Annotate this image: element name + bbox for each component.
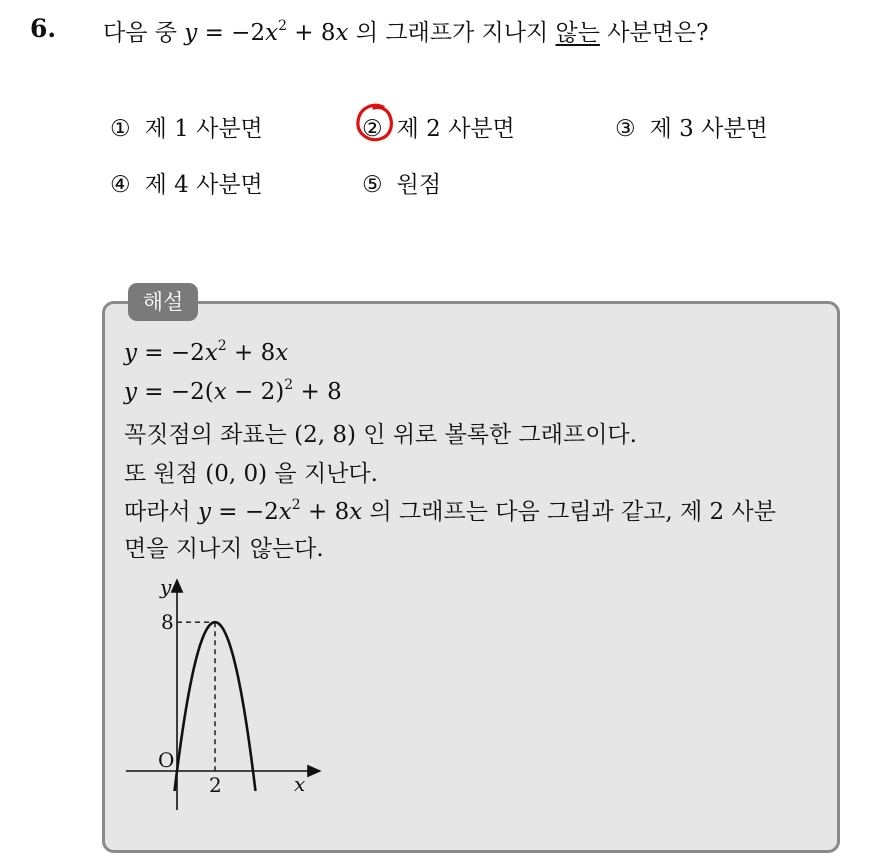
choice-label: 제 4 사분면: [144, 172, 263, 198]
math-exponent: 2: [217, 338, 227, 354]
math-variable: x: [335, 20, 349, 46]
origin-label: O: [158, 748, 175, 772]
math-operator: + 8: [226, 340, 276, 366]
math-variable: x: [275, 340, 289, 366]
choice-5[interactable]: [362, 166, 441, 199]
math-exponent: 2: [278, 18, 287, 34]
solution-text-vertex: 꼭짓점의 좌표는 (2, 8) 인 위로 볼록한 그래프이다.: [124, 422, 637, 448]
choice-label: 원점: [396, 172, 442, 198]
choice-number: ②: [362, 116, 383, 142]
math-operator: + 8: [293, 379, 342, 405]
question-text: [103, 14, 708, 47]
solution-text-part: 의 그래프는 다음 그림과 같고, 제 2 사분: [362, 499, 776, 525]
question-text-part: 의 그래프가 지나지: [348, 20, 556, 46]
math-operator: = −2: [210, 499, 279, 525]
question-number: 6.: [30, 14, 57, 43]
choice-number: ③: [615, 116, 636, 142]
math-exponent: 2: [284, 377, 294, 393]
solution-text-conclusion: [124, 493, 776, 526]
math-variable: y: [124, 340, 137, 366]
solution-equation-1: [124, 340, 288, 366]
math-variable: y: [184, 20, 198, 46]
solution-text-conclusion-end: 면을 지나지 않는다.: [124, 536, 324, 562]
choice-label: 제 3 사분면: [649, 116, 768, 142]
math-operator: − 2): [226, 379, 285, 405]
math-operator: + 8: [287, 20, 336, 46]
math-exponent: 2: [291, 497, 301, 513]
math-variable: x: [265, 20, 279, 46]
vertex-y-tick-label: 8: [161, 610, 174, 635]
solution-text-origin: 또 원점 (0, 0) 을 지난다.: [124, 461, 378, 487]
math-operator: = −2: [137, 340, 205, 366]
math-variable: x: [278, 499, 292, 525]
solution-equation-2: [124, 379, 342, 405]
question-text-part: 사분면은?: [599, 20, 709, 46]
math-operator: = −2(: [137, 379, 214, 405]
math-variable: x: [349, 499, 363, 525]
choice-label: 제 2 사분면: [396, 116, 515, 142]
math-variable: y: [124, 379, 137, 405]
choice-label: 제 1 사분면: [144, 116, 263, 142]
question-text-part: 다음 중: [103, 20, 185, 46]
math-variable: y: [197, 499, 211, 525]
math-variable: x: [213, 379, 227, 405]
math-variable: x: [204, 340, 218, 366]
choice-number: ①: [110, 116, 131, 142]
choice-number: ⑤: [362, 172, 383, 198]
choice-3[interactable]: [615, 110, 768, 143]
choice-4[interactable]: [110, 166, 263, 199]
math-operator: + 8: [300, 499, 350, 525]
answer-mark-circle: [353, 100, 397, 144]
parabola-graph: [118, 570, 338, 820]
math-operator: = −2: [197, 20, 266, 46]
underlined-word: 않는: [555, 20, 600, 46]
solution-text-part: 따라서: [124, 499, 198, 525]
choice-1[interactable]: [110, 110, 263, 143]
x-axis-label: x: [294, 772, 306, 796]
choice-number: ④: [110, 172, 131, 198]
y-axis-label: y: [160, 575, 172, 599]
vertex-x-tick-label: 2: [209, 773, 222, 797]
solution-tab: 해설: [128, 283, 198, 321]
